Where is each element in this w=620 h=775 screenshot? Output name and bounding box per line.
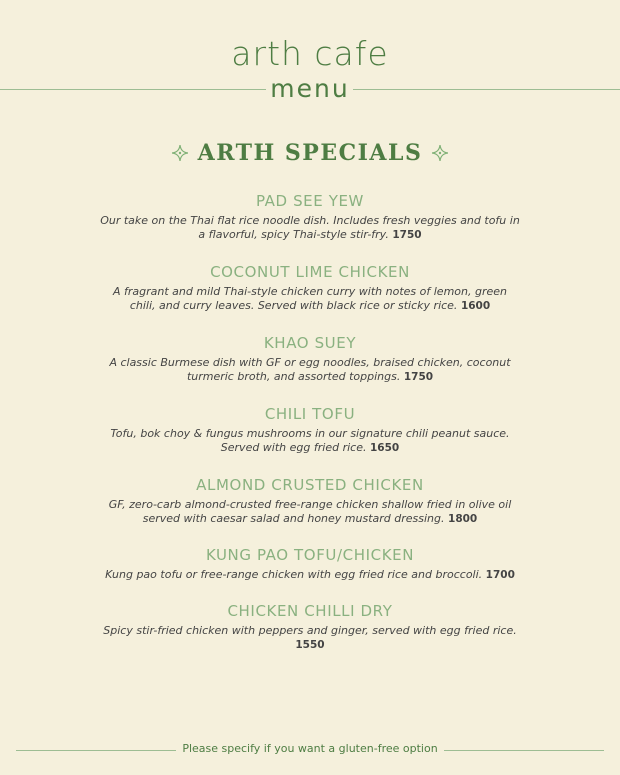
- menu-item: [95, 546, 525, 582]
- item-description: GF, zero-carb almond-crusted free-range chicken shallow fried in olive oil served with caesar salad and honey mustard dressing. 1800: [108, 498, 512, 525]
- item-name: KUNG PAO TOFU/CHICKEN: [205, 546, 415, 564]
- footer-note: Please specify if you want a gluten-free option: [182, 742, 438, 755]
- menu-label: menu: [270, 74, 350, 103]
- item-price: 1550: [295, 639, 325, 651]
- item-name: KHAO SUEY: [263, 334, 357, 352]
- menu-item: [95, 405, 525, 455]
- item-name: COCONUT LIME CHICKEN: [210, 263, 410, 281]
- item-description: A fragrant and mild Thai-style chicken curry with notes of lemon, green chili, and curry leaves. Served with black rice or sticky rice. 1600: [112, 285, 507, 312]
- footer: [0, 742, 620, 758]
- item-price: 1600: [460, 300, 491, 312]
- cafe-name: arth cafe: [231, 34, 389, 73]
- item-price: 1800: [448, 513, 478, 525]
- sparkle-icon: [432, 145, 448, 161]
- item-name: CHILI TOFU: [264, 405, 356, 423]
- menu-item: [95, 192, 525, 242]
- item-description: Kung pao tofu or free-range chicken with egg fried rice and broccoli. 1700: [105, 568, 515, 581]
- item-description: Tofu, bok choy & fungus mushrooms in our signature chili peanut sauce. Served with egg fried rice. 1650: [110, 427, 510, 454]
- item-price: 1750: [392, 229, 422, 241]
- item-name: PAD SEE YEW: [256, 192, 364, 210]
- item-description: Our take on the Thai flat rice noodle dish. Includes fresh veggies and tofu in a flavorful, spicy Thai-style stir-fry. 1750: [100, 214, 520, 241]
- divider-right: [444, 750, 604, 751]
- item-name: ALMOND CRUSTED CHICKEN: [196, 476, 424, 494]
- menu-item: [95, 602, 525, 652]
- menu-item: [95, 334, 525, 384]
- menu-heading: [0, 74, 620, 104]
- sparkle-icon: [172, 145, 188, 161]
- menu-item: [95, 476, 525, 526]
- item-price: 1750: [403, 371, 434, 383]
- section-title: ARTH SPECIALS: [197, 140, 423, 166]
- divider-right: [353, 89, 620, 90]
- item-description: A classic Burmese dish with GF or egg noodles, braised chicken, coconut turmeric broth, and assorted toppings. 1750: [109, 356, 511, 383]
- item-name: CHICKEN CHILLI DRY: [227, 602, 393, 620]
- menu-item: [95, 263, 525, 313]
- item-price: 1650: [369, 442, 400, 454]
- item-description: Spicy stir-fried chicken with peppers and ginger, served with egg fried rice. 1550: [103, 624, 517, 651]
- section-header: [0, 140, 620, 166]
- item-price: 1700: [485, 569, 515, 581]
